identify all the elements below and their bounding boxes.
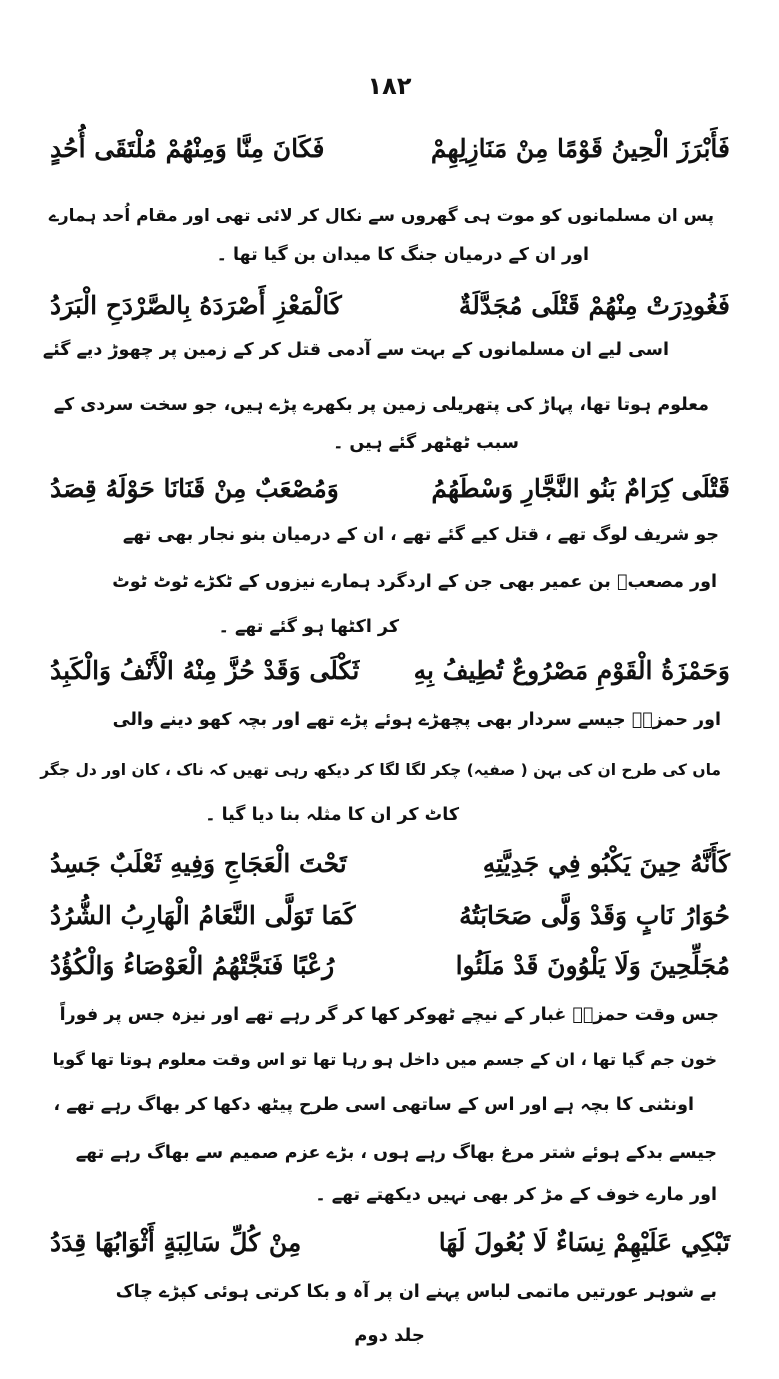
verse-line: [50, 468, 730, 508]
translation-line: سبب ٹھٹھر گئے ہیں ۔: [333, 433, 519, 453]
translation-line: جس وقت حمزہؓ غبار کے نیچے ٹھوکر کھا کر گر رہے تھے اور نیزہ جس پر فوراً: [59, 1005, 719, 1025]
verse-hemistich-left: مِنْ كُلِّ سَالِبَةٍ أَثْوَابُهَا قِدَدُ: [50, 1227, 302, 1257]
translation-line: اونٹنی کا بچہ ہے اور اس کے ساتھی اسی طرح پیٹھ دکھا کر بھاگ رہے تھے ،: [53, 1095, 694, 1115]
volume-label: جلد دوم: [354, 1325, 425, 1346]
translation-line: اور مصعبؓ بن عمیر بھی جن کے اردگرد ہمارے نیزوں کے ٹکڑے ٹوٹ ٹوٹ: [112, 572, 717, 592]
verse-hemistich-right: حُوَارُ نَابٍ وَقَدْ وَلَّى صَحَابَتُهُ: [459, 900, 730, 930]
verse-hemistich-right: فَغُودِرَتْ مِنْهُمْ قَتْلَى مُجَدَّلَةٌ: [458, 290, 730, 320]
verse-hemistich-right: تَبْكِي عَلَيْهِمْ نِسَاءٌ لَا بُعُولَ لَهَا: [438, 1227, 730, 1257]
verse-hemistich-right: مُجَلِّحِينَ وَلَا يَلْوُونَ قَدْ مَلَئُوا: [455, 950, 730, 980]
translation-line: کاٹ کر ان کا مثلہ بنا دیا گیا ۔: [205, 805, 459, 825]
verse-hemistich-left: كَمَا تَوَلَّى النَّعَامُ الْهَارِبُ الشُّرُدُ: [50, 900, 356, 930]
translation-line: جو شریف لوگ تھے ، قتل کیے گئے تھے ، ان کے درمیان بنو نجار بھی تھے: [122, 525, 719, 545]
translation-line: اور حمزہؓ جیسے سردار بھی پچھڑے ہوئے پڑے تھے اور بچہ کھو دینے والی: [112, 710, 721, 730]
verse-line: [50, 895, 730, 935]
verse-hemistich-left: رُعْبًا فَنَجَّتْهُمُ الْعَوْصَاءُ وَالْكُؤُدُ: [50, 950, 335, 980]
translation-line: جیسے بدکے ہوئے شتر مرغ بھاگ رہے ہوں ، بڑے عزم صمیم سے بھاگ رہے تھے: [75, 1143, 717, 1163]
verse-hemistich-right: وَحَمْزَةُ الْقَوْمِ مَصْرُوعٌ تُطِيفُ بِهِ: [413, 655, 730, 685]
verse-line: [50, 843, 730, 883]
verse-hemistich-left: تَحْتَ الْعَجَاجِ وَفِيهِ ثَعْلَبٌ جَسِدُ: [50, 848, 347, 878]
verse-hemistich-right: فَأَبْرَزَ الْحِينُ قَوْمًا مِنْ مَنَازِلِهِمْ: [430, 133, 730, 163]
verse-hemistich-left: فَكَانَ مِنَّا وَمِنْهُمْ مُلْتَقَى أُحُدٍ: [50, 133, 325, 163]
verse-line: [50, 650, 730, 690]
verse-hemistich-left: وَمُصْعَبٌ مِنْ قَنَانَا حَوْلَهُ قِصَدُ: [50, 473, 339, 503]
translation-line: اور مارے خوف کے مڑ کر بھی نہیں دیکھتے تھے ۔: [315, 1185, 717, 1205]
verse-hemistich-right: كَأَنَّهُ حِينَ يَكْبُو فِي جَدِيَّتِهِ: [482, 848, 730, 878]
translation-line: اسی لیے ان مسلمانوں کے بہت سے آدمی قتل کر کے زمین پر چھوڑ دیے گئے: [42, 340, 669, 360]
verse-hemistich-left: كَالْمَعْزِ أَصْرَدَهُ بِالصَّرْدَحِ الْبَرَدُ: [50, 290, 342, 320]
translation-line: بے شوہر عورتیں ماتمی لباس پہنے ان پر آہ و بکا کرتی ہوئی کپڑے چاک: [115, 1282, 717, 1302]
verse-hemistich-left: ثَكْلَى وَقَدْ حُزَّ مِنْهُ الْأَنْفُ وَالْكَبِدُ: [50, 655, 360, 685]
verse-hemistich-right: قَتْلَى كِرَامٌ بَنُو النَّجَّارِ وَسْطَهُمُ: [431, 473, 730, 503]
translation-line: خون جم گیا تھا ، ان کے جسم میں داخل ہو رہا تھا تو اس وقت معلوم ہوتا تھا گویا: [52, 1050, 717, 1069]
translation-line: پس ان مسلمانوں کو موت ہی گھروں سے نکال کر لائی تھی اور مقام اُحد ہمارے: [48, 206, 714, 226]
verse-line: [50, 285, 730, 325]
verse-line: [50, 1222, 730, 1262]
verse-line: [50, 128, 730, 168]
verse-line: [50, 945, 730, 985]
page-number: ۱۸۲: [367, 72, 412, 100]
translation-line: ماں کی طرح ان کی بہن ( صفیہ) چکر لگا لگا کر دیکھ رہی تھیں کہ ناک ، کان اور دل جگر: [40, 761, 721, 779]
translation-line: معلوم ہوتا تھا، پہاڑ کی پتھریلی زمین پر بکھرے پڑے ہیں، جو سخت سردی کے: [53, 395, 709, 415]
translation-line: کر اکٹھا ہو گئے تھے ۔: [218, 617, 399, 637]
translation-line: اور ان کے درمیان جنگ کا میدان بن گیا تھا ۔: [216, 245, 589, 265]
